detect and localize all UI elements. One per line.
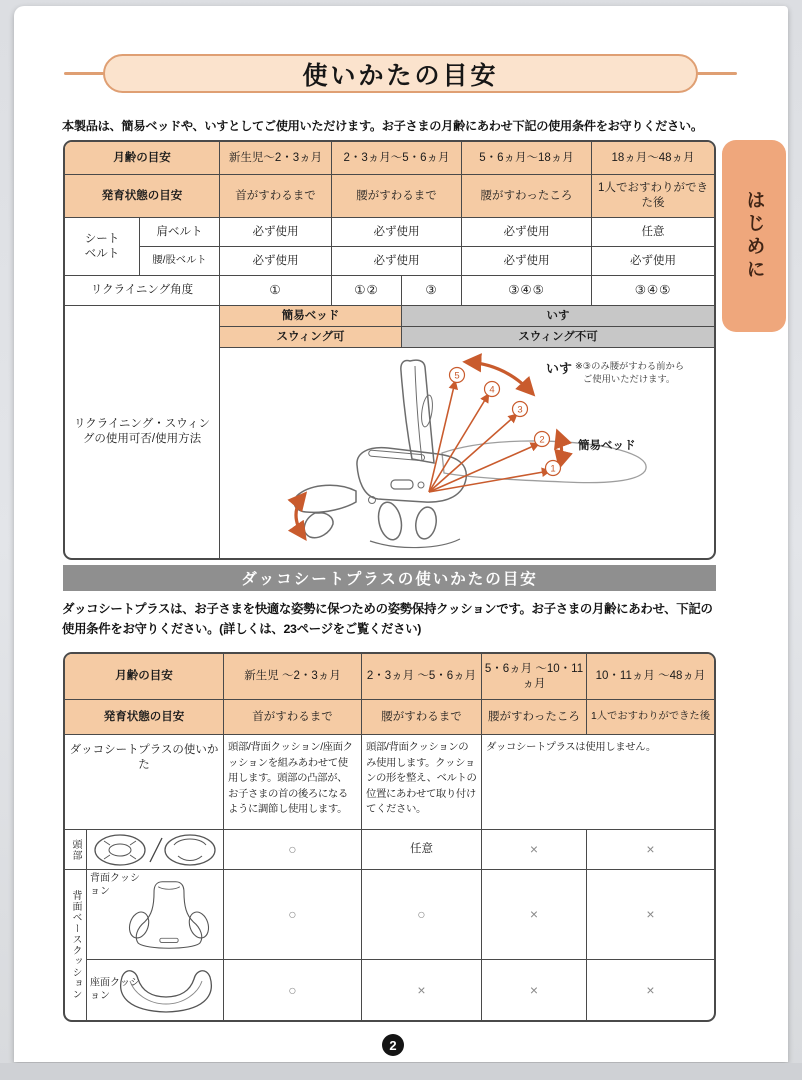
back-val-4: × [587, 870, 714, 960]
back-val-2: ○ [362, 870, 482, 960]
recline-val-4: ③④⑤ [462, 276, 592, 306]
mode-bed-cell: 簡易ベッド [220, 306, 402, 327]
back-cushion-label: 背面クッション [90, 873, 140, 897]
manual-page [14, 6, 788, 1062]
recline-angle-arrows [296, 362, 562, 537]
recline-swing-usage-label: リクライニング・スウィングの使用可否/使用方法 [65, 306, 220, 558]
t2-age-col-2: 2・3ヵ月 〜5・6ヵ月 [362, 654, 482, 700]
t2-age-col-4: 10・11ヵ月 〜48ヵ月 [587, 654, 714, 700]
seat-val-4: × [646, 981, 655, 998]
age-col-3: 5・6ヵ月〜18ヵ月 [462, 142, 592, 175]
t2-age-col-1: 新生児 〜2・3ヵ月 [224, 654, 362, 700]
dev-col-3: 腰がすわったころ [462, 175, 592, 218]
section2-title: ダッコシートプラスの使いかたの目安 [241, 571, 538, 588]
shoulder-val-1: 必ず使用 [220, 218, 332, 247]
dev-header: 発育状態の目安 [65, 175, 220, 218]
svg-text:3: 3 [517, 404, 523, 416]
t2-dev-col-2: 腰がすわるまで [362, 700, 482, 735]
recline-label: リクライニング角度 [65, 276, 220, 306]
waist-val-3: 必ず使用 [462, 247, 592, 276]
t2-usage-header: ダッコシートプラスの使いかた [65, 735, 224, 830]
head-cushion-icon [90, 831, 220, 869]
dev-col-4: 1人でおすわりができた後 [592, 175, 714, 218]
age-col-1: 新生児〜2・3ヵ月 [220, 142, 332, 175]
recline-diagram-cell [220, 348, 714, 558]
back-cushion-cell [87, 870, 224, 960]
chair-note-line2: ご使用いただけます。 [583, 374, 676, 384]
swing-ok-cell: スウィング可 [220, 327, 402, 348]
dev-col-2: 腰がすわるまで [332, 175, 462, 218]
recline-val-2: ①② [332, 276, 402, 306]
t2-usage-text-3: ダッコシートプラスは使用しません。 [482, 735, 714, 830]
photo-bottom-edge [0, 1063, 802, 1080]
head-val-3: × [482, 830, 587, 870]
waist-val-2: 必ず使用 [332, 247, 462, 276]
svg-text:2: 2 [539, 434, 545, 446]
t2-dev-col-1: 首がすわるまで [224, 700, 362, 735]
chair-line-art [294, 360, 466, 547]
recline-val-5: ③④⑤ [592, 276, 714, 306]
age-col-4: 18ヵ月〜48ヵ月 [592, 142, 714, 175]
head-val-2: 任意 [362, 830, 482, 870]
mode-chair-cell: いす [402, 306, 714, 327]
svg-text:5: 5 [454, 370, 460, 382]
t2-usage-text-1: 頭部/背面クッション/座面クッションを組みあわせて使用します。頭部の凸部が、お子さまの首の後ろになるように調節し使用します。 [224, 735, 362, 830]
base-cushion-group-label: 背面ベースクッション [65, 870, 87, 1020]
shoulder-belt-label: 肩ベルト [140, 218, 220, 247]
seat-val-1: ○ [224, 960, 362, 1020]
t2-dev-col-4: 1人でおすわりができた後 [587, 700, 714, 735]
back-val-1: ○ [224, 870, 362, 960]
svg-text:1: 1 [550, 463, 556, 475]
page-number-badge: 2 [382, 1034, 404, 1056]
page-title-banner [103, 54, 698, 93]
t2-usage-text-2: 頭部/背面クッションのみ使用します。クッションの形を整え、ベルトの位置にあわせて取り付けてください。 [362, 735, 482, 830]
shoulder-val-3: 必ず使用 [462, 218, 592, 247]
banner-line-right [697, 72, 737, 75]
dev-col-1: 首がすわるまで [220, 175, 332, 218]
head-cushion-cell [87, 830, 224, 870]
seat-val-3: × [482, 960, 587, 1020]
intro-paragraph: 本製品は、簡易ベッドや、いすとしてご使用いただけます。お子さまの月齢にあわせ下記の使用条件をお守りください。 [62, 119, 703, 133]
svg-text:4: 4 [489, 384, 495, 396]
page-title: 使いかたの目安 [302, 61, 499, 90]
section2-header-bar [63, 565, 716, 591]
seat-cushion-label: 座面クッション [90, 977, 140, 1001]
section2-intro: ダッコシートプラスは、お子さまを快適な姿勢に保つための姿勢保持クッションです。お子さまの月齢にあわせ、下記の使用条件をお守りください。(詳しくは、23ページをご覧ください) [62, 602, 713, 637]
seatbelt-label: シートベルト [65, 218, 140, 276]
dakko-seat-table [63, 652, 716, 1022]
banner-line-left [64, 72, 104, 75]
swing-ng-cell: スウィング不可 [402, 327, 714, 348]
chair-note-line1: ※③のみ腰がすわる前から [575, 361, 685, 371]
t2-dev-col-3: 腰がすわったころ [482, 700, 587, 735]
head-group-label: 頭部 [65, 830, 87, 870]
side-tab-label: はじめに [743, 190, 765, 282]
seat-val-2: × [362, 960, 482, 1020]
side-tab-hajimeni [722, 140, 786, 332]
age-col-2: 2・3ヵ月〜5・6ヵ月 [332, 142, 462, 175]
chair-mode-label: いす [546, 361, 573, 376]
head-val-1: ○ [224, 830, 362, 870]
back-val-3: × [482, 870, 587, 960]
chair-recline-diagram [220, 349, 714, 557]
bed-mode-label: 簡易ベッド [578, 440, 636, 452]
t2-age-col-3: 5・6ヵ月 〜10・11ヵ月 [482, 654, 587, 700]
head-val-4: × [587, 830, 714, 870]
shoulder-val-4: 任意 [592, 218, 714, 247]
age-header: 月齢の目安 [65, 142, 220, 175]
seat-cushion-cell [87, 960, 224, 1020]
recline-val-3: ③ [402, 276, 462, 306]
waist-val-4: 必ず使用 [592, 247, 714, 276]
shoulder-val-2: 必ず使用 [332, 218, 462, 247]
recline-val-1: ① [220, 276, 332, 306]
waist-belt-label: 腰/股ベルト [140, 247, 220, 276]
waist-val-1: 必ず使用 [220, 247, 332, 276]
t2-age-header: 月齢の目安 [65, 654, 224, 700]
usage-conditions-table [63, 140, 716, 560]
t2-dev-header: 発育状態の目安 [65, 700, 224, 735]
